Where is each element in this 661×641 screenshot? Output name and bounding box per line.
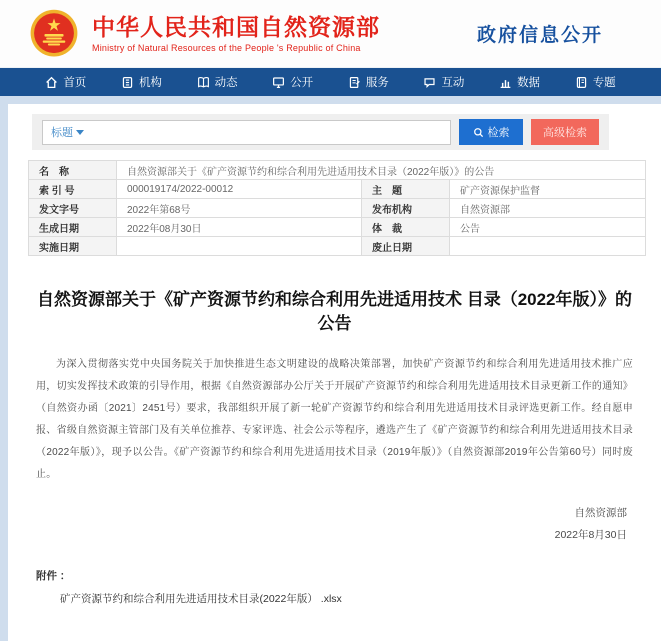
content-panel xyxy=(8,104,661,641)
meta-value-repeal-date xyxy=(450,237,646,256)
attachment-link[interactable]: 矿产资源节约和综合利用先进适用技术目录(2022年版） .xlsx xyxy=(60,593,342,605)
meta-value-subject: 矿产资源保护监督 xyxy=(450,180,646,199)
meta-value-index: 000019174/2022-00012 xyxy=(117,180,362,199)
table-row xyxy=(29,180,646,199)
table-row xyxy=(29,161,646,180)
brand xyxy=(92,14,477,53)
search-field-selector-label: 标题 xyxy=(51,127,73,139)
topics-book-icon xyxy=(575,76,588,89)
organization-icon xyxy=(121,76,134,89)
announcement-article xyxy=(8,288,661,607)
home-icon xyxy=(45,76,58,89)
advanced-search-button-label: 高级检索 xyxy=(543,127,587,139)
attachment-label: 附件 ： xyxy=(36,570,71,582)
service-doc-icon xyxy=(348,76,361,89)
chat-bubble-icon xyxy=(423,76,436,89)
nav-item-label: 互动 xyxy=(441,77,465,89)
nav-item-interact[interactable] xyxy=(423,74,464,90)
nav-item-label: 数据 xyxy=(517,77,541,89)
nav-item-topics[interactable] xyxy=(575,74,616,90)
nav-item-label: 动态 xyxy=(214,77,238,89)
bar-chart-icon xyxy=(499,76,512,89)
gov-info-disclosure-title: 政府信息公开 xyxy=(476,25,603,46)
meta-value-issuer: 自然资源部 xyxy=(450,199,646,218)
document-meta-table xyxy=(28,160,646,256)
signature-date: 2022年8月30日 xyxy=(554,529,627,541)
nav-item-disclosure[interactable] xyxy=(272,74,313,90)
table-row xyxy=(29,237,646,256)
signature-issuer: 自然资源部 xyxy=(574,507,627,519)
search-button-label: 检索 xyxy=(487,127,510,139)
advanced-search-button[interactable] xyxy=(531,119,599,145)
meta-value-create-date: 2022年08月30日 xyxy=(117,218,362,237)
nav-item-service[interactable] xyxy=(348,74,389,90)
meta-value-effective-date xyxy=(117,237,362,256)
meta-value-name: 自然资源部关于《矿产资源节约和综合利用先进适用技术目录（2022年版）》的公告 xyxy=(117,161,646,180)
meta-label-effective-date: 实施日期 xyxy=(29,237,117,256)
nav-item-home[interactable] xyxy=(45,74,86,90)
search-field-selector[interactable] xyxy=(51,124,84,140)
nav-item-label: 专题 xyxy=(592,77,616,89)
meta-value-genre: 公告 xyxy=(450,218,646,237)
nav-item-label: 机构 xyxy=(138,77,162,89)
chevron-down-icon xyxy=(76,130,84,135)
meta-label-doc-number: 发文字号 xyxy=(29,199,117,218)
meta-label-name: 名 称 xyxy=(29,161,117,180)
table-row xyxy=(29,199,646,218)
monitor-icon xyxy=(272,76,285,89)
news-book-icon xyxy=(197,76,210,89)
table-row xyxy=(29,218,646,237)
article-title: 自然资源部关于《矿产资源节约和综合利用先进适用技术 目录（2022年版）》的公告 xyxy=(36,290,633,333)
search-input[interactable] xyxy=(88,122,442,142)
meta-label-genre: 体 裁 xyxy=(362,218,450,237)
meta-label-index: 索 引 号 xyxy=(29,180,117,199)
meta-label-repeal-date: 废止日期 xyxy=(362,237,450,256)
nav-item-news[interactable] xyxy=(197,74,238,90)
search-icon xyxy=(473,127,484,138)
search-bar xyxy=(32,114,609,150)
nav-item-label: 服务 xyxy=(365,77,389,89)
site-header xyxy=(0,0,661,68)
nav-item-organization[interactable] xyxy=(121,74,162,90)
meta-label-subject: 主 题 xyxy=(362,180,450,199)
nav-item-data[interactable] xyxy=(499,74,540,90)
search-box[interactable] xyxy=(42,120,451,145)
signature-block xyxy=(36,502,633,546)
meta-value-doc-number: 2022年第68号 xyxy=(117,199,362,218)
main-nav xyxy=(0,68,661,96)
search-button[interactable] xyxy=(459,119,523,145)
nav-item-label: 公开 xyxy=(290,77,314,89)
national-emblem-logo xyxy=(28,8,80,60)
nav-item-label: 首页 xyxy=(63,77,87,89)
article-body: 为深入贯彻落实党中央国务院关于加快推进生态文明建设的战略决策部署，加快矿产资源节约和综合利用先进适用技术推广应用，切实发挥技术政策的引导作用，根据《自然资源部办公厅关于开展矿产资源节约和综合利用先进适用技术目录更新工作的通知》（自然资办函〔2021〕2451号）要求，我部组织开展了新一轮矿产资源节约和综合利用先进适用技术目录评选更新工作。经自愿申报、省级自然资源主管部门及有关单位推荐、专家评选、社会公示等程序，遴选产生了《矿产资源节约和综合利用先进适用技术目录（2022年版）》，现予以公告。《矿产资源节约和综合利用先进适用技术目录（2019年版）》（自然资源部2019年公告第60号）同时废止。 xyxy=(36,359,633,480)
page-background xyxy=(0,96,661,605)
site-subtitle: Ministry of Natural Resources of the People 's Republic of China xyxy=(92,43,361,53)
meta-label-create-date: 生成日期 xyxy=(29,218,117,237)
site-title: 中华人民共和国自然资源部 xyxy=(92,14,380,40)
meta-label-issuer: 发布机构 xyxy=(362,199,450,218)
